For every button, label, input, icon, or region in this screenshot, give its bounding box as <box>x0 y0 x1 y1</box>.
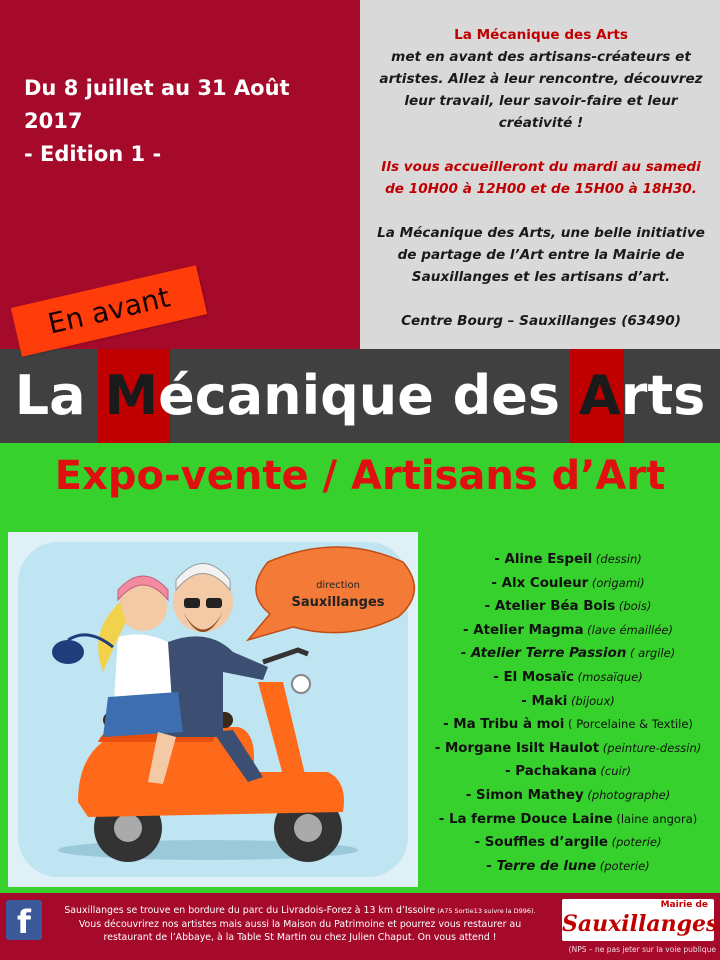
nps-notice: (NPS – ne pas jeter sur la voie publique <box>568 945 716 954</box>
logo-mairie-de: Mairie de <box>660 900 708 910</box>
title-part-1: La <box>14 364 105 427</box>
scooter-riders-image <box>8 532 418 887</box>
artist-item <box>420 784 716 808</box>
bubble-line-1: direction <box>316 580 360 591</box>
title-letter-m: M <box>104 364 159 427</box>
artist-item <box>420 808 716 832</box>
artist-item <box>420 737 716 761</box>
intro-p1-line-2: artistes. Allez à leur rencontre, découvrez <box>379 71 703 87</box>
artist-name: - Maki <box>521 693 568 709</box>
event-dates <box>24 72 354 171</box>
artist-category: (photographe) <box>583 787 671 802</box>
artist-category: (cuir) <box>596 764 631 779</box>
title-part-3: rts <box>620 364 706 427</box>
footer-text <box>50 904 550 944</box>
artist-category: (laine angora) <box>612 811 698 826</box>
artist-list <box>420 548 716 878</box>
intro-text <box>368 24 714 332</box>
artist-name: - Pachakana <box>505 764 597 780</box>
artist-category: (lave émaillée) <box>583 622 673 637</box>
footer-line-2: Vous découvrirez nos artistes mais aussi la Maison du Patrimoine et pourrez vous restaurer au <box>78 919 522 930</box>
intro-p1-line-3: leur travail, leur savoir-faire et leur <box>404 93 678 109</box>
artist-item <box>420 690 716 714</box>
artist-item <box>420 831 716 855</box>
intro-p1-line-1: met en avant des artisans-créateurs et <box>391 49 691 65</box>
artist-category: (poterie) <box>596 858 650 873</box>
intro-p3-line-3: Sauxillanges et les artisans d’art. <box>411 269 671 285</box>
artist-item <box>420 855 716 879</box>
artist-item <box>420 548 716 572</box>
hours-line-1: Ils vous accueilleront du mardi au samedi <box>381 159 701 175</box>
artist-category: (bois) <box>615 599 652 614</box>
hours-line-2: de 10H00 à 12H00 et de 15H00 à 18H30. <box>385 181 697 197</box>
artist-name: - Atelier Béa Bois <box>484 599 616 615</box>
bubble-line-2: Sauxillanges <box>291 595 385 610</box>
artist-category: (origami) <box>588 575 645 590</box>
artist-name: - Alx Couleur <box>491 575 589 591</box>
artist-category: ( argile) <box>626 646 676 661</box>
artist-category: (mosaïque) <box>573 669 643 684</box>
artist-name: - Terre de lune <box>486 858 597 874</box>
location: Centre Bourg – Sauxillanges (63490) <box>401 313 681 329</box>
artist-name: - Atelier Magma <box>463 622 584 638</box>
artist-category: (dessin) <box>592 552 642 566</box>
artist-name: - Aline Espeil <box>494 552 593 567</box>
artist-item <box>420 619 716 643</box>
artist-name: - El Mosaïc <box>493 669 574 685</box>
subtitle: Expo-vente / Artisans d’Art <box>54 453 666 499</box>
artist-name: - Atelier Terre Passion <box>460 646 627 662</box>
footer-line-1-text: Sauxillanges se trouve en bordure du parc du Livradois-Forez à 13 km d’Issoire <box>64 905 436 916</box>
artist-name: - Morgane Isilt Haulot <box>434 740 600 756</box>
artist-name: - Ma Tribu à moi <box>443 717 565 733</box>
artist-item <box>420 595 716 619</box>
artist-name: - La ferme Douce Laine <box>438 811 613 827</box>
dates-line-1: Du 8 juillet au 31 Août <box>24 76 290 100</box>
artist-name: - Simon Mathey <box>465 787 584 803</box>
intro-name: La Mécanique des Arts <box>454 27 628 43</box>
title-part-2: écanique des <box>158 364 579 427</box>
intro-p1-line-4: créativité ! <box>498 115 584 131</box>
footer-line-1-small: (A75 Sortie13 suivre la D996). <box>435 907 536 915</box>
artist-category: (peinture-dessin) <box>599 740 702 755</box>
artist-category: (bijoux) <box>567 693 615 708</box>
artist-category: (poterie) <box>607 835 662 850</box>
artist-item <box>420 713 716 737</box>
artist-name: - Souffles d’argile <box>474 835 608 851</box>
artist-category: ( Porcelaine & Textile) <box>564 717 693 732</box>
artist-item <box>420 572 716 596</box>
main-title <box>0 349 720 443</box>
artist-item <box>420 666 716 690</box>
artist-item <box>420 760 716 784</box>
footer-line-1 <box>50 904 550 918</box>
intro-p3-line-1: La Mécanique des Arts, une belle initiative <box>377 225 705 241</box>
artist-item <box>420 642 716 666</box>
facebook-icon[interactable]: f <box>6 900 42 940</box>
dates-line-2: 2017 <box>24 109 83 133</box>
en-avant-badge: En avant <box>11 265 207 356</box>
title-letter-a: A <box>578 364 621 427</box>
logo-sauxillanges: Sauxillanges <box>562 911 719 937</box>
footer-line-3: restaurant de l’Abbaye, à la Table St Martin ou chez Julien Chaput. On vous attend ! <box>103 932 497 943</box>
scooter-illustration <box>8 532 418 887</box>
dates-line-3: - Edition 1 - <box>24 142 162 166</box>
intro-p3-line-2: de partage de l’Art entre la Mairie de <box>397 247 685 263</box>
